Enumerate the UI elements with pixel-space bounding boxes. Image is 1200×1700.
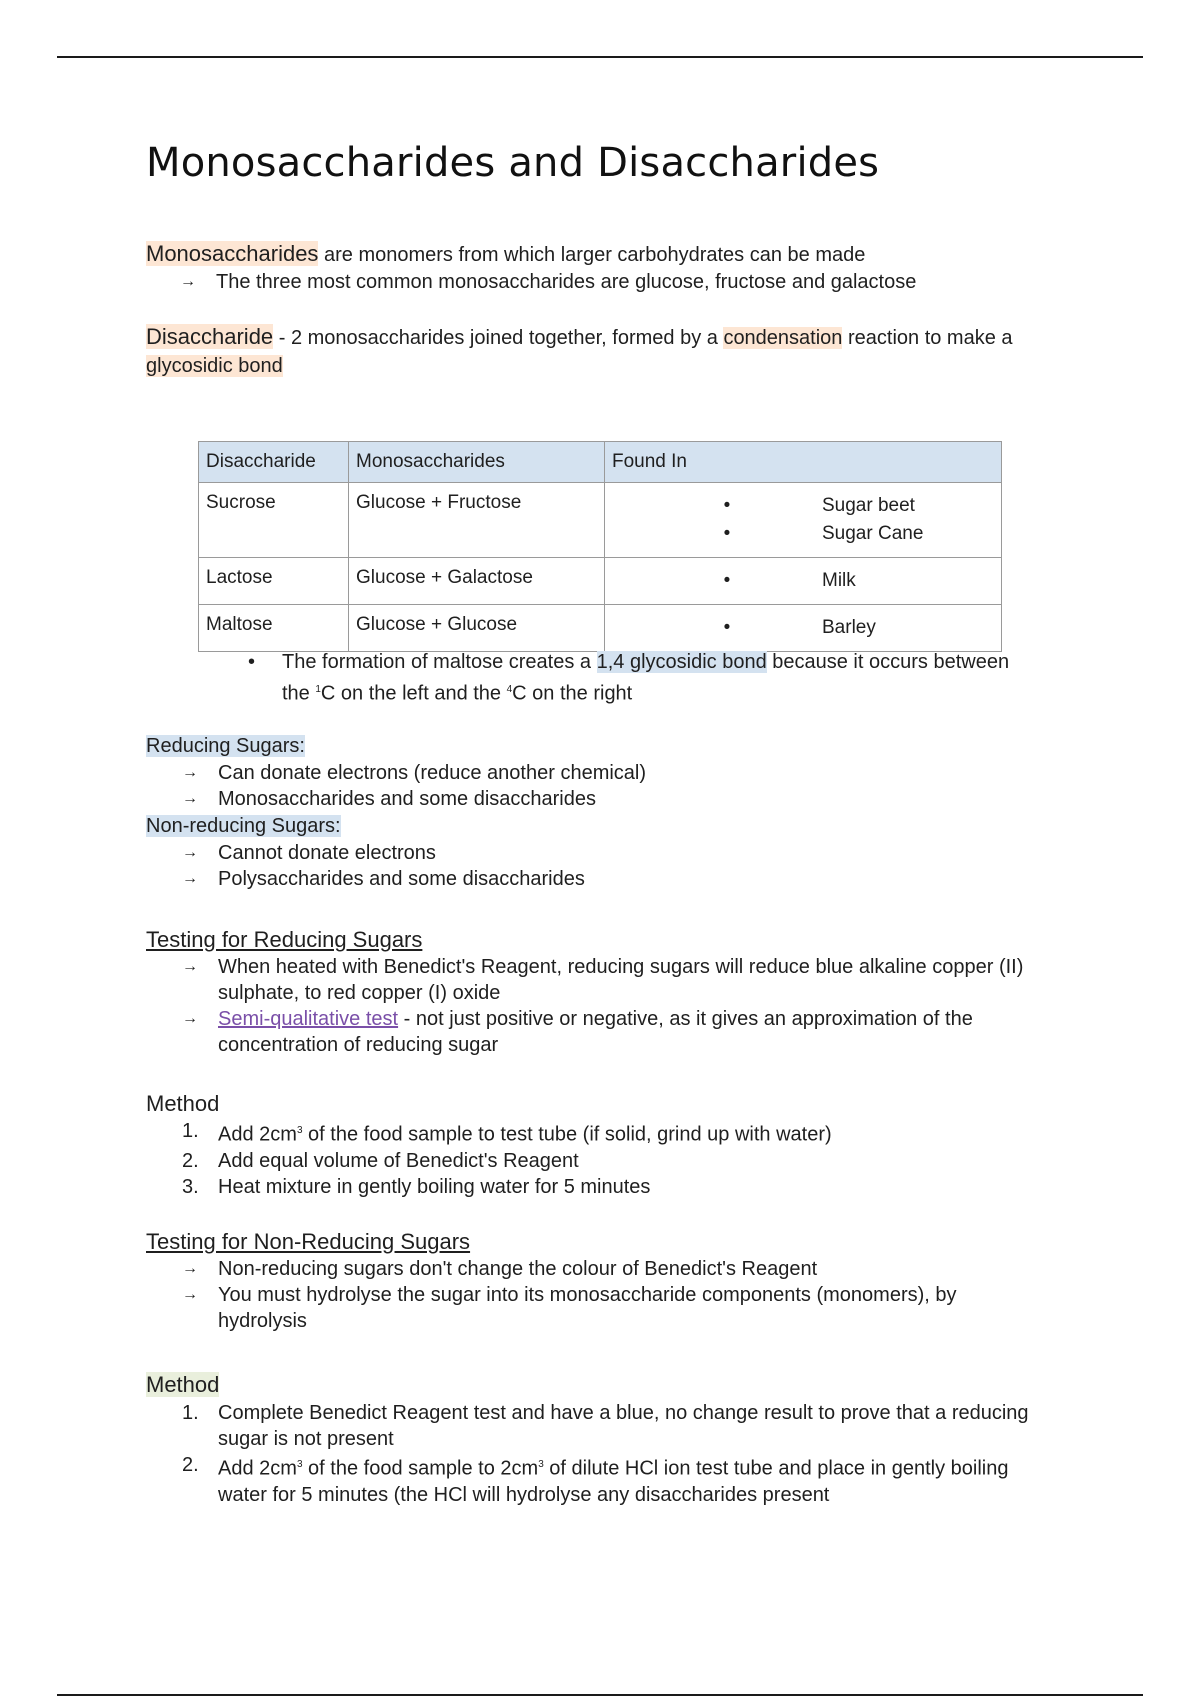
document-body (146, 140, 1046, 1506)
non-reducing-heading: Non-reducing Sugars: (146, 815, 341, 837)
list-item: → The three most common monosaccharides are glucose, fructose and galactose (144, 269, 1046, 295)
table-cell: Maltose (199, 605, 349, 652)
condensation-term: condensation (723, 327, 843, 349)
testing-reducing-heading: Testing for Reducing Sugars (146, 927, 423, 952)
footer-rule (57, 1694, 1143, 1696)
found-in-item: Milk (822, 570, 856, 591)
list-item: → Can donate electrons (reduce another chemical) (146, 760, 1046, 786)
bullet-icon: • (248, 651, 256, 673)
list-item: → Polysaccharides and some disaccharides (146, 866, 1046, 892)
bullet-icon: • (723, 495, 731, 516)
found-in-item: Sugar beet (822, 495, 915, 516)
list-item: 2. Add $2cm^3$ of the food sample to $2cm^3$ of dilute HCl ion test tube and place in gently boiling water for 5 minutes (the HCl will hydrolyse any disaccharides present (182, 1454, 1009, 1506)
bullet-icon: • (723, 617, 731, 638)
semi-qualitative-link[interactable]: Semi-qualitative test (218, 1008, 399, 1030)
method-heading: Method (146, 1372, 220, 1397)
bullet-icon: • (723, 523, 731, 544)
maltose-note: • The formation of maltose creates a 1,4 glycosidic bond because it occurs between the $^1$C on the left and the $^4$C on the right (230, 648, 1122, 708)
method-2-section (146, 1371, 1046, 1508)
table-row (199, 483, 1002, 558)
bullet-icon: • (723, 570, 731, 591)
reducing-heading: Reducing Sugars: (146, 735, 305, 757)
header-rule (57, 56, 1143, 58)
table-header-row (199, 442, 1002, 483)
list-item: → You must hydrolyse the sugar into its monosaccharide components (monomers), by hydrolysis (146, 1282, 1046, 1334)
list-item: 1. Complete Benedict Reagent test and have a blue, no change result to prove that a reducing sugar is not present (182, 1402, 1029, 1450)
method-heading: Method (146, 1091, 220, 1116)
list-item: → Semi-qualitative test - not just positive or negative, as it gives an approximation of the concentration of reducing sugar (146, 1006, 1046, 1058)
reducing-section (146, 732, 1046, 892)
mono-points (146, 269, 1046, 295)
table-cell: Glucose + Fructose (349, 483, 605, 558)
mono-text: are monomers from which larger carbohydrates can be made (318, 244, 866, 266)
table-cell: Glucose + Glucose (349, 605, 605, 652)
column-header: Found In (605, 442, 1002, 483)
table-cell: Sucrose (199, 483, 349, 558)
column-header: Monosaccharides (349, 442, 605, 483)
di-text-2: reaction to make a (842, 327, 1013, 349)
testing-reducing-section (146, 926, 1046, 1058)
table-cell (605, 605, 1002, 652)
table-cell (605, 483, 1002, 558)
testing-non-reducing-heading: Testing for Non-Reducing Sugars (146, 1229, 471, 1254)
table-cell: Lactose (199, 558, 349, 605)
list-item: → When heated with Benedict's Reagent, reducing sugars will reduce blue alkaline copper (II) sulphate, to red copper (I) oxide (146, 954, 1046, 1006)
di-text-1: - 2 monosaccharides joined together, formed by a (273, 327, 724, 349)
page-title: Monosaccharides and Disaccharides (146, 140, 880, 186)
list-item: 2. Add equal volume of Benedict's Reagent (182, 1149, 579, 1172)
table-cell: Glucose + Galactose (349, 558, 605, 605)
disaccharide-table (198, 441, 1002, 652)
table-row (199, 605, 1002, 652)
di-paragraph (146, 323, 1026, 380)
list-item: → Non-reducing sugars don't change the colour of Benedict's Reagent (146, 1256, 1046, 1282)
list-item: → Cannot donate electrons (146, 840, 1046, 866)
column-header: Disaccharide (199, 442, 349, 483)
table-row (199, 558, 1002, 605)
di-term: Disaccharide (146, 324, 274, 349)
found-in-item: Sugar Cane (822, 523, 924, 544)
testing-non-reducing-section (146, 1228, 1046, 1334)
bond-highlight: 1,4 glycosidic bond (596, 651, 767, 673)
list-item: 3. Heat mixture in gently boiling water for 5 minutes (182, 1175, 651, 1198)
list-item: 1. Add $2cm^3$ of the food sample to test tube (if solid, grind up with water) (182, 1120, 832, 1146)
table-cell (605, 558, 1002, 605)
glycosidic-bond-term: glycosidic bond (146, 355, 283, 377)
list-item: → Monosaccharides and some disaccharides (146, 786, 1046, 812)
mono-term: Monosaccharides (146, 241, 319, 266)
method-1-section (146, 1090, 1046, 1200)
mono-paragraph (146, 240, 1046, 295)
found-in-item: Barley (822, 617, 876, 638)
